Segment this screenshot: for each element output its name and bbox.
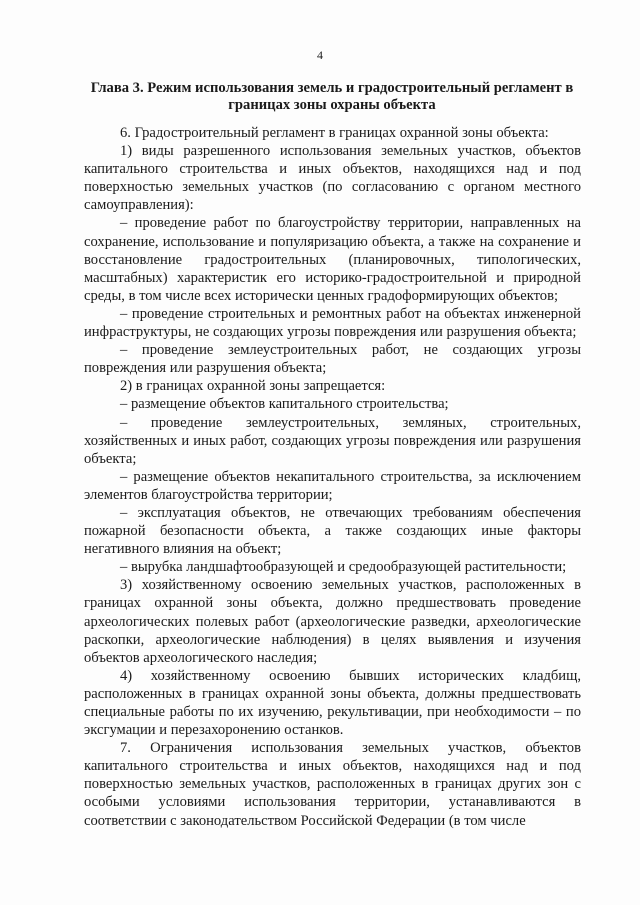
paragraph-item-4: 4) хозяйственному освоению бывших исторических кладбищ, расположенных в границах охранной зоны объекта, должны предшествовать специальные работы по их изучению, рекультивации, при необходимости – по эксгумации и перезахоронению останков.	[84, 667, 581, 739]
paragraph-item-1: 1) виды разрешенного использования земельных участков, объектов капитального строительства и иных объектов, находящихся над и под поверхностью земельных участков (по согласованию с органом местного самоуправления):	[84, 143, 581, 214]
paragraph-dash-land-works: – проведение землеустроительных работ, не создающих угрозы повреждения или разрушения объекта;	[84, 342, 581, 377]
chapter-heading: Глава 3. Режим использования земель и градостроительный регламент в границах зоны охраны объекта	[90, 80, 574, 113]
paragraph-item-3: 3) хозяйственному освоению земельных участков, расположенных в границах охранной зоны объекта, должно предшествовать проведение археологических полевых работ (археологические разведки, археологические раскопки, археологические наблюдения) в целях выявления и изучения объектов археологического наследия;	[84, 577, 581, 666]
paragraph-dash-fire-safety: – эксплуатация объектов, не отвечающих требованиям обеспечения пожарной безопасности объекта, а также создающих иные факторы негативного влияния на объект;	[84, 504, 581, 558]
paragraph-dash-earthworks: – проведение землеустроительных, земляных, строительных, хозяйственных и иных работ, создающих угрозы повреждения или разрушения объекта;	[84, 414, 581, 467]
paragraph-dash-felling: – вырубка ландшафтообразующей и средообразующей растительности;	[120, 559, 567, 576]
paragraph-item-2: 2) в границах охранной зоны запрещается:	[120, 378, 386, 395]
paragraph-dash-capital-construction: – размещение объектов капитального строительства;	[120, 396, 449, 413]
paragraph-dash-non-capital: – размещение объектов некапитального строительства, за исключением элементов благоустройства территории;	[84, 468, 581, 503]
page-number: 4	[317, 48, 323, 62]
paragraph-dash-landscaping: – проведение работ по благоустройству территории, направленных на сохранение, использование и популяризацию объекта, а также на сохранение и восстановление градостроительных (планировочных, типологических, масштабных) характеристик его историко-градостроительной и природной среды, в том числе всех исторически ценных градоформирующих объектов;	[84, 215, 581, 304]
document-body	[84, 124, 581, 830]
paragraph-dash-infrastructure: – проведение строительных и ремонтных работ на объектах инженерной инфраструктуры, не создающих угрозы повреждения или разрушения объекта;	[84, 305, 581, 341]
paragraph-6-intro: 6. Градостроительный регламент в границах охранной зоны объекта:	[120, 125, 549, 141]
paragraph-7: 7. Ограничения использования земельных участков, объектов капитального строительства и иных объектов, находящихся над и под поверхностью земельных участков, расположенных в границах других зон с особыми условиями использования территории, устанавливаются в соответствии с законодательством Российской Федерации (в том числе	[84, 740, 581, 829]
